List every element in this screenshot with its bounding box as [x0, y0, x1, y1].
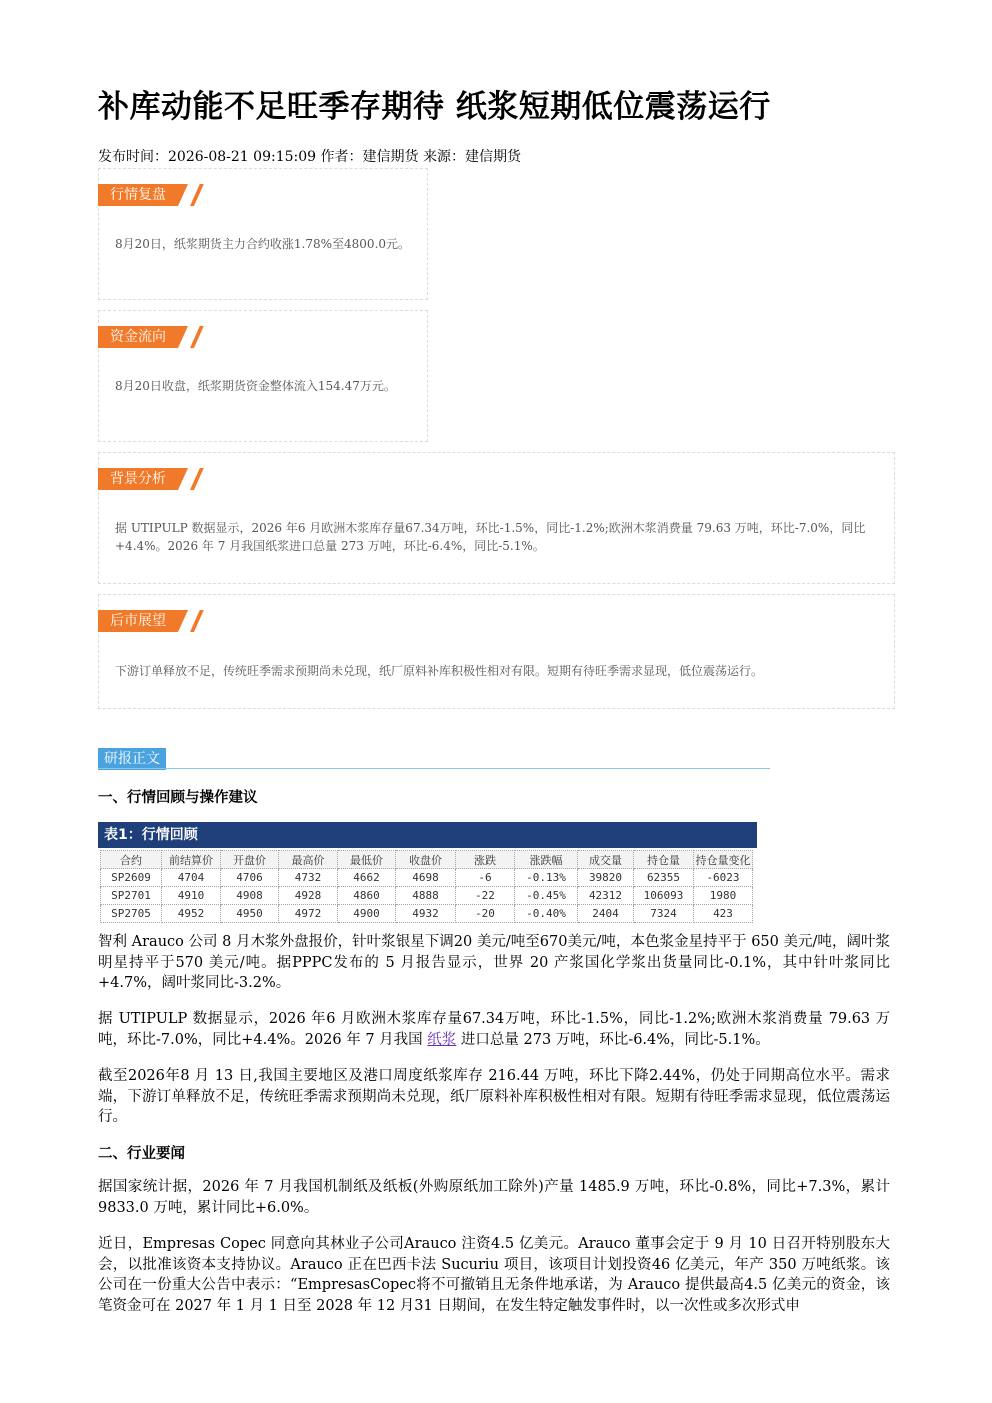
table-cell: 4732	[279, 869, 338, 887]
table-cell: 42312	[578, 887, 634, 905]
table-cell: -20	[456, 905, 515, 923]
fund-flow-text: 8月20日收盘，纸浆期货资金整体流入154.47万元。	[115, 379, 396, 393]
col-header: 持仓量	[634, 851, 694, 869]
report-body-tag: 研报正文	[98, 748, 166, 770]
background-tag: 背景分析	[98, 468, 178, 490]
paragraph-arauco-quote: 智利 Arauco 公司 8 月木浆外盘报价，针叶浆银星下调20 美元/吨至670美元/吨，本色浆金星持平于 650 美元/吨，阔叶浆明星持平于570 美元/吨。据PPPC发布的 5 月报告显示，世界 20 产浆国化学浆出货量同比-0.1%，其中针叶浆同比+4.7%，阔叶浆同比-3.2%。	[98, 934, 890, 991]
table-cell: 4704	[162, 869, 221, 887]
background-text: 据 UTIPULP 数据显示，2026 年6 月欧洲木浆库存量67.34万吨，环比-1.5%，同比-1.2%;欧洲木浆消费量 79.63 万吨，环比-7.0%，同比+4.4%。2026 年 7 月我国纸浆进口总量 273 万吨，环比-6.4%，同比-5.1%。	[115, 521, 866, 553]
table-cell: 423	[694, 905, 753, 923]
table-cell: 4972	[279, 905, 338, 923]
market-review-box	[98, 168, 428, 300]
col-header: 涨跌幅	[515, 851, 578, 869]
table-cell: 4908	[221, 887, 279, 905]
table-cell: 4888	[396, 887, 456, 905]
col-header: 合约	[101, 851, 162, 869]
market-review-tag: 行情复盘	[98, 184, 178, 206]
table-cell: 1980	[694, 887, 753, 905]
outlook-text: 下游订单释放不足，传统旺季需求预期尚未兑现，纸厂原料补库积极性相对有限。短期有待旺季需求显现，低位震荡运行。	[115, 664, 764, 678]
table-cell: -0.45%	[515, 887, 578, 905]
paragraph-production: 据国家统计据，2026 年 7 月我国机制纸及纸板(外购原纸加工除外)产量 1485.9 万吨，环比-0.8%，同比+7.3%，累计9833.0 万吨，累计同比+6.0%。	[98, 1179, 890, 1216]
table-cell: 4950	[221, 905, 279, 923]
paragraph-utipulp	[98, 1009, 890, 1050]
publish-meta: 发布时间：2026-08-21 09:15:09 作者：建信期货 来源：建信期货	[98, 149, 521, 165]
table-row	[101, 869, 753, 887]
table-cell: 106093	[634, 887, 694, 905]
table-cell: SP2609	[101, 869, 162, 887]
table-cell: -6023	[694, 869, 753, 887]
paragraph-text: 进口总量 273 万吨，环比-6.4%，同比-5.1%。	[456, 1031, 770, 1048]
page-title: 补库动能不足旺季存期待 纸浆短期低位震荡运行	[98, 89, 771, 125]
table-header-row	[101, 851, 753, 869]
outlook-box	[98, 594, 895, 709]
table-cell: 4928	[279, 887, 338, 905]
table-cell: 2404	[578, 905, 634, 923]
table-cell: 4910	[162, 887, 221, 905]
table-cell: -22	[456, 887, 515, 905]
section-heading-industry-news: 二、行业要闻	[98, 1146, 185, 1162]
table-cell: 39820	[578, 869, 634, 887]
table-cell: -0.13%	[515, 869, 578, 887]
fund-flow-tag: 资金流向	[98, 326, 178, 348]
table-cell: 4900	[338, 905, 396, 923]
table-title: 表1：行情回顾	[98, 822, 757, 848]
background-box	[98, 452, 895, 584]
table-cell: -6	[456, 869, 515, 887]
col-header: 收盘价	[396, 851, 456, 869]
col-header: 开盘价	[221, 851, 279, 869]
col-header: 成交量	[578, 851, 634, 869]
market-review-table	[100, 850, 753, 923]
table-cell: 4952	[162, 905, 221, 923]
fund-flow-box	[98, 310, 428, 442]
table-cell: 4860	[338, 887, 396, 905]
col-header: 最低价	[338, 851, 396, 869]
table-cell: SP2705	[101, 905, 162, 923]
table-cell: 62355	[634, 869, 694, 887]
table-cell: 4932	[396, 905, 456, 923]
paragraph-copec: 近日，Empresas Copec 同意向其林业子公司Arauco 注资4.5 亿美元。Arauco 董事会定于 9 月 10 日召开特别股东大会，以批准该资本支持协议。Arauco 正在巴西卡法 Sucuriu 项目，该项目计划投资46 亿美元，年产 350 万吨纸浆。该公司在一份重大公告中表示：“EmpresasCopec将不可撤销且无条件地承诺，为 Arauco 提供最高4.5 亿美元的资金，该笔资金可在 2027 年 1 月 1 日至 2028 年 12 月31 日期间，在发生特定触发事件时，以一次性或多次形式申	[98, 1236, 890, 1314]
table-cell: 7324	[634, 905, 694, 923]
col-header: 涨跌	[456, 851, 515, 869]
report-divider	[98, 768, 770, 769]
col-header: 持仓量变化	[694, 851, 753, 869]
paragraph-text: 据 UTIPULP 数据显示，2026 年6 月欧洲木浆库存量67.34万吨，环比-1.5%，同比-1.2%;欧洲木浆消费量 79.63 万吨，环比-7.0%，同比+4.4%。2026 年 7 月我国	[98, 1011, 890, 1048]
outlook-tag: 后市展望	[98, 610, 178, 632]
paragraph-inventory: 截至2026年8 月 13 日,我国主要地区及港口周度纸浆库存 216.44 万吨，环比下降2.44%，仍处于同期高位水平。需求端，下游订单释放不足，传统旺季需求预期尚未兑现，纸厂原料补库积极性相对有限。短期有待旺季需求显现，低位震荡运行。	[98, 1068, 890, 1125]
table-cell: -0.40%	[515, 905, 578, 923]
col-header: 最高价	[279, 851, 338, 869]
market-review-text: 8月20日，纸浆期货主力合约收涨1.78%至4800.0元。	[115, 237, 411, 251]
table-cell: 4698	[396, 869, 456, 887]
pulp-link[interactable]: 纸浆	[427, 1031, 457, 1048]
table-cell: 4706	[221, 869, 279, 887]
table-cell: 4662	[338, 869, 396, 887]
col-header: 前结算价	[162, 851, 221, 869]
table-row	[101, 887, 753, 905]
section-heading-market-review: 一、行情回顾与操作建议	[98, 790, 258, 806]
table-row	[101, 905, 753, 923]
table-cell: SP2701	[101, 887, 162, 905]
